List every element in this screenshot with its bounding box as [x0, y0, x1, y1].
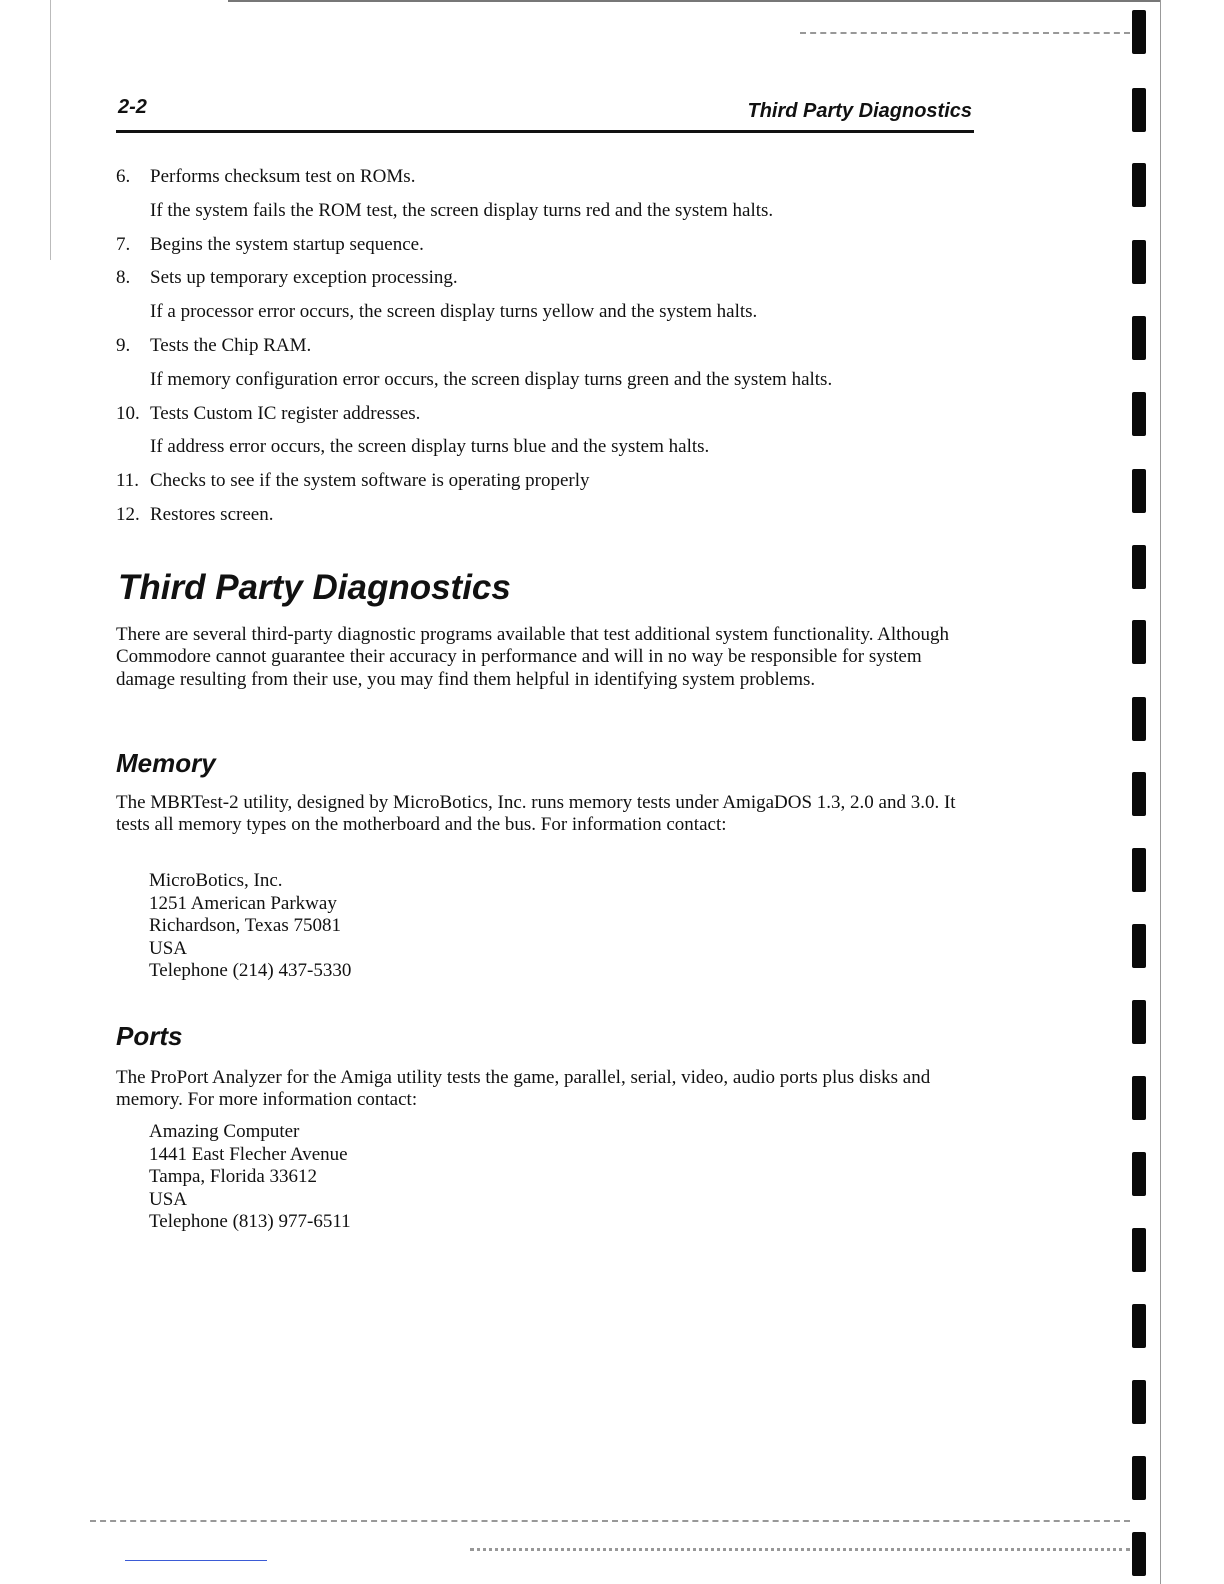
address-line: Tampa, Florida 33612: [149, 1166, 318, 1188]
binding-hole: [1132, 924, 1146, 968]
step-number: 6.: [116, 166, 131, 187]
step-number: 12.: [116, 503, 140, 525]
address-line: MicroBotics, Inc.: [149, 870, 283, 891]
scan-top-noise: [800, 26, 1130, 34]
binding-hole: [1132, 697, 1146, 741]
list-item: [116, 464, 976, 498]
ports-body: The ProPort Analyzer for the Amiga utility tests the game, parallel, serial, video, audio ports plus disks and memory. For more information contact:: [116, 1067, 931, 1111]
scan-right-rule: [1160, 0, 1161, 1584]
binding-hole: [1132, 1152, 1146, 1196]
step-text: Begins the system startup sequence.: [150, 233, 424, 255]
running-title: Third Party Diagnostics: [747, 100, 972, 122]
step-number: 10.: [116, 402, 140, 424]
step-text: Tests the Chip RAM.: [150, 334, 312, 356]
section-intro: There are several third-party diagnostic programs available that test additional system functionality. Although Commodore cannot guarantee their accuracy in performance and will in no way be responsible for system damage resulting from their use, you may find them helpful in identifying system problems.: [116, 624, 949, 690]
page-number: 2-2: [118, 96, 147, 118]
list-item: [116, 397, 976, 465]
scan-bottom-noise-lower: [470, 1548, 1130, 1561]
binding-hole: [1132, 316, 1146, 360]
list-item: [116, 261, 976, 329]
page-header: [116, 96, 974, 133]
binding-hole: [1132, 848, 1146, 892]
scan-left-edge: [50, 0, 51, 260]
ports-contact-address: [149, 1121, 549, 1234]
step-number: 8.: [116, 267, 131, 289]
binding-hole: [1132, 88, 1146, 132]
memory-contact-address: [149, 870, 549, 983]
binding-hole: [1132, 620, 1146, 664]
binding-hole: [1132, 469, 1146, 513]
binding-hole: [1132, 1532, 1146, 1576]
step-number: 11.: [116, 470, 140, 492]
list-item: [116, 329, 976, 397]
list-item: [116, 228, 976, 262]
binding-hole: [1132, 1228, 1146, 1272]
step-text: Sets up temporary exception processing.: [150, 267, 458, 289]
address-line: Amazing Computer: [149, 1121, 300, 1142]
list-item: [116, 160, 976, 228]
scan-top-rule: [228, 0, 1160, 2]
diagnostic-steps-list: [116, 160, 976, 532]
section-title: Third Party Diagnostics: [118, 568, 511, 607]
binding-hole: [1132, 772, 1146, 816]
address-line: 1251 American Parkway: [149, 892, 337, 914]
step-note: If address error occurs, the screen display turns blue and the system halts.: [150, 436, 710, 458]
scan-blue-line: [125, 1560, 267, 1561]
step-note: If memory configuration error occurs, the screen display turns green and the system halts.: [150, 368, 833, 390]
binding-hole: [1132, 392, 1146, 436]
step-text: Performs checksum test on ROMs.: [150, 166, 416, 187]
address-line: Telephone (214) 437-5330: [149, 960, 352, 982]
step-text: Checks to see if the system software is operating properly: [150, 470, 590, 492]
address-line: Richardson, Texas 75081: [149, 915, 341, 937]
binding-hole: [1132, 10, 1146, 54]
step-note: If a processor error occurs, the screen display turns yellow and the system halts.: [150, 301, 758, 323]
binding-hole: [1132, 1076, 1146, 1120]
binding-hole: [1132, 240, 1146, 284]
binding-hole: [1132, 1000, 1146, 1044]
scan-bottom-noise: [90, 1520, 1130, 1530]
step-number: 7.: [116, 233, 131, 255]
binding-hole: [1132, 163, 1146, 207]
binding-hole: [1132, 1456, 1146, 1500]
memory-heading: Memory: [116, 748, 216, 778]
address-line: USA: [149, 937, 188, 959]
address-line: 1441 East Flecher Avenue: [149, 1143, 348, 1165]
step-number: 9.: [116, 334, 131, 356]
binding-hole: [1132, 1304, 1146, 1348]
address-line: Telephone (813) 977-6511: [149, 1211, 351, 1233]
address-line: USA: [149, 1188, 188, 1210]
step-text: Restores screen.: [150, 503, 274, 525]
ports-heading: Ports: [116, 1021, 183, 1051]
step-text: Tests Custom IC register addresses.: [150, 402, 421, 424]
list-item: [116, 498, 976, 532]
binding-hole: [1132, 545, 1146, 589]
binding-hole: [1132, 1380, 1146, 1424]
step-note: If the system fails the ROM test, the screen display turns red and the system halts.: [150, 199, 774, 221]
memory-body: The MBRTest-2 utility, designed by MicroBotics, Inc. runs memory tests under AmigaDOS 1.3, 2.0 and 3.0. It tests all memory types on the motherboard and the bus. For information contact:: [116, 792, 956, 836]
